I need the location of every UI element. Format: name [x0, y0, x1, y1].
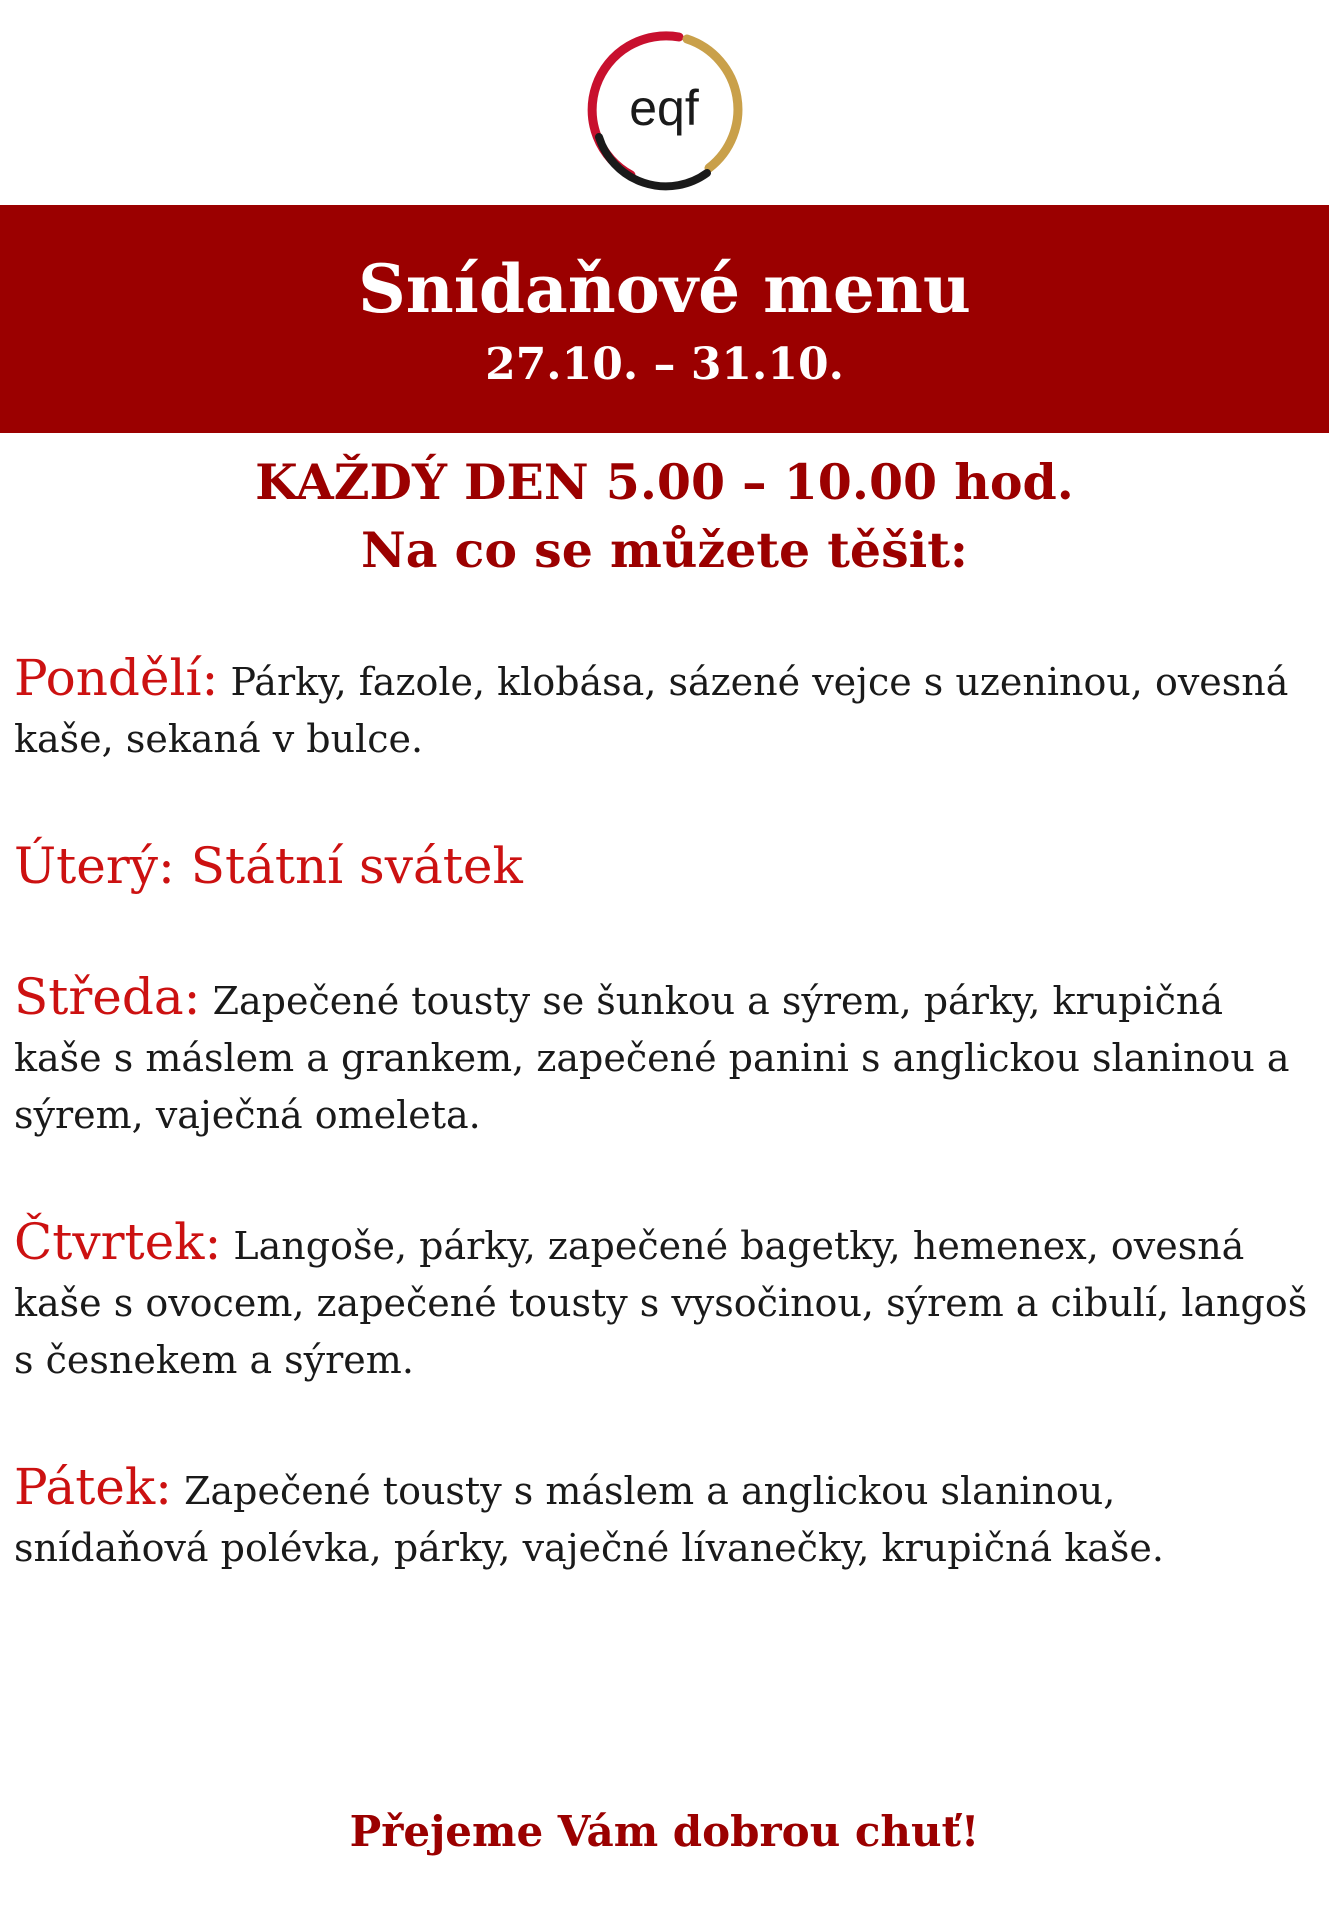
eqf-logo [579, 25, 749, 195]
day-tuesday [14, 838, 1319, 899]
day-monday [14, 650, 1319, 768]
day-name: Pátek: [14, 1458, 173, 1516]
page-title: Snídaňové menu [358, 250, 971, 328]
day-name: Pondělí: [14, 649, 219, 707]
day-name: Čtvrtek: [14, 1213, 222, 1271]
header-banner [0, 205, 1329, 433]
eqf-logo-mark [579, 25, 749, 195]
day-items: Langoše, párky, zapečené bagetky, hemenex, ovesná kaše s ovocem, zapečené tousty s vysočinou, sýrem a cibulí, langoš s česnekem a sýrem. [14, 1224, 1308, 1382]
day-name: Úterý: [14, 837, 175, 895]
day-wednesday [14, 969, 1319, 1144]
day-name: Středa: [14, 968, 201, 1026]
day-items: Párky, fazole, klobása, sázené vejce s uzeninou, ovesná kaše, sekaná v bulce. [14, 660, 1289, 761]
day-friday [14, 1459, 1319, 1577]
day-items: Státní svátek [174, 837, 523, 895]
closing-wish: Přejeme Vám dobrou chuť! [349, 1807, 980, 1856]
opening-hours [0, 448, 1329, 584]
menu-days [14, 650, 1319, 1647]
date-range: 27.10. – 31.10. [485, 339, 844, 390]
day-items: Zapečené tousty se šunkou a sýrem, párky, krupičná kaše s máslem a grankem, zapečené panini s anglickou slaninou a sýrem, vaječná omeleta. [14, 979, 1290, 1137]
day-thursday [14, 1214, 1319, 1389]
hours-line: KAŽDÝ DEN 5.00 – 10.00 hod. [255, 453, 1074, 511]
day-items: Zapečené tousty s máslem a anglickou slaninou, snídaňová polévka, párky, vaječné lívanečky, krupičná kaše. [14, 1469, 1164, 1570]
logo-text: eqf [629, 80, 699, 136]
intro-line: Na co se můžete těšit: [360, 521, 969, 579]
